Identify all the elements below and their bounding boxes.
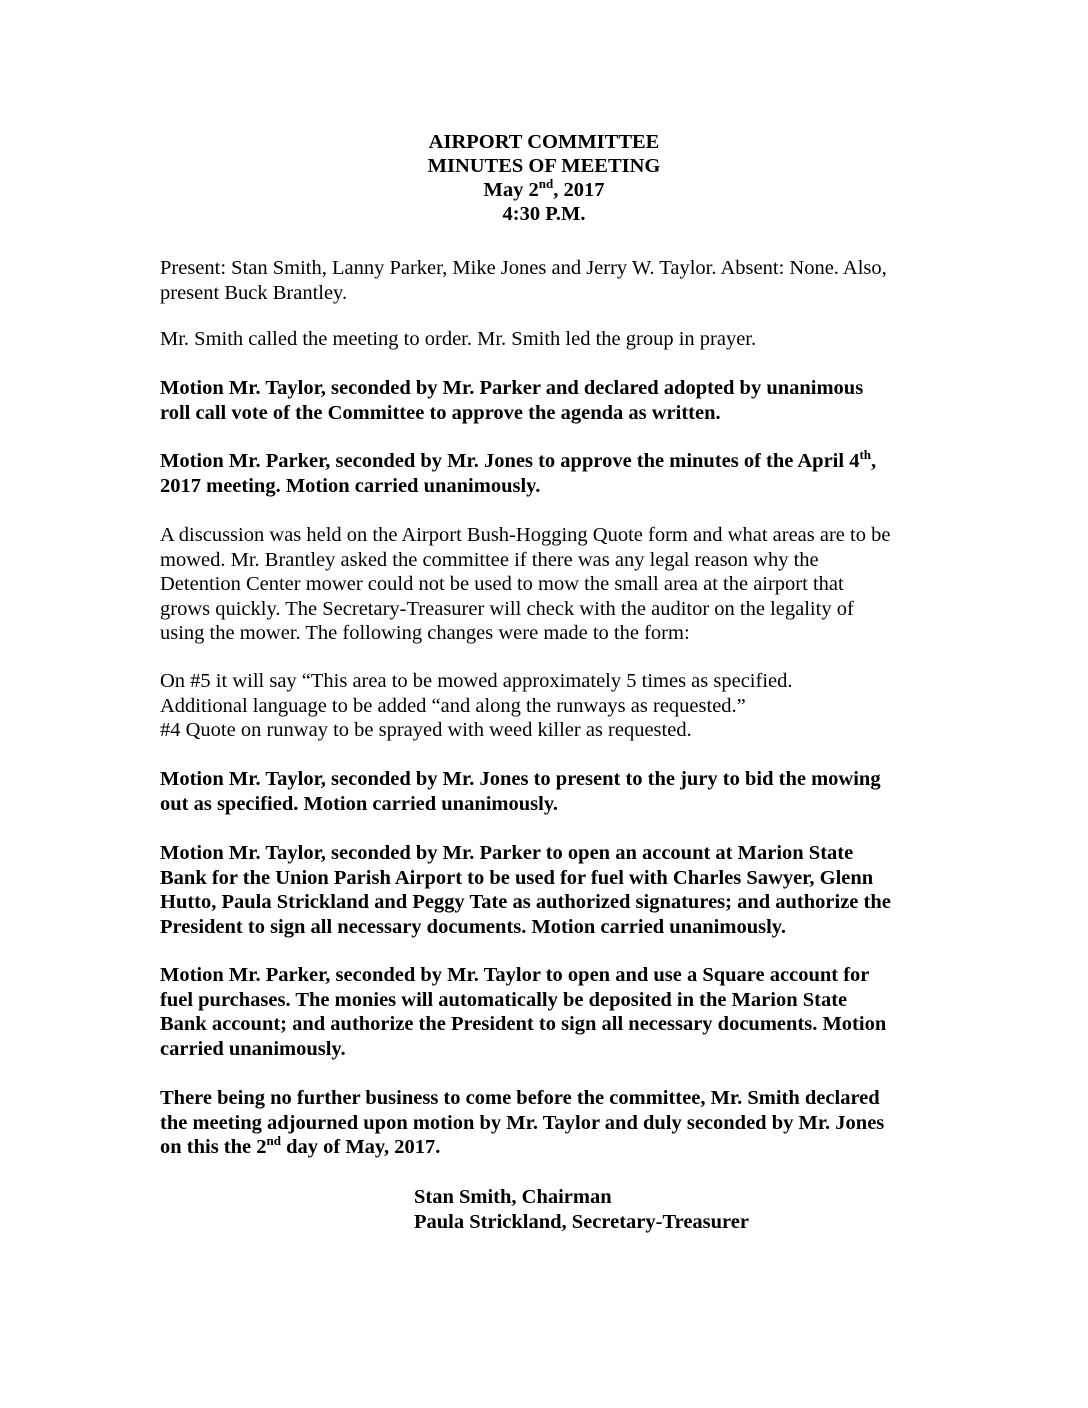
form-change-line: On #5 it will say “This area to be mowed approximately 5 times as specified.	[160, 670, 793, 692]
motion-bid-line: Motion Mr. Taylor, seconded by Mr. Jones to present to the jury to bid the mowing	[160, 768, 881, 790]
motion-minutes-line	[160, 449, 940, 474]
motion-square-line: Motion Mr. Parker, seconded by Mr. Taylor to open and use a Square account for	[160, 964, 870, 986]
motion-account-line: President to sign all necessary documents. Motion carried unanimously.	[160, 915, 787, 938]
meeting-date	[0, 178, 1088, 202]
motion-account-line: Hutto, Paula Strickland and Peggy Tate as authorized signatures; and authorize the	[160, 891, 891, 913]
adjournment-paragraph	[160, 1086, 940, 1160]
secretary-signature: Paula Strickland, Secretary-Treasurer	[414, 1210, 749, 1233]
adjournment-ordinal: nd	[266, 1133, 281, 1149]
motion-agenda-line: Motion Mr. Taylor, seconded by Mr. Parker and declared adopted by unanimous	[160, 377, 864, 399]
motion-minutes-text: Motion Mr. Parker, seconded by Mr. Jones to approve the minutes of the April 4	[160, 450, 860, 472]
motion-square-line: carried unanimously.	[160, 1037, 346, 1060]
discussion-line: grows quickly. The Secretary-Treasurer will check with the auditor on the legality of	[160, 597, 854, 620]
adjournment-line: There being no further business to come before the committee, Mr. Smith declared	[160, 1087, 880, 1109]
adjournment-line	[160, 1135, 940, 1160]
motion-minutes-line: 2017 meeting. Motion carried unanimously.	[160, 474, 541, 497]
adjournment-line: the meeting adjourned upon motion by Mr. Taylor and duly seconded by Mr. Jones	[160, 1111, 885, 1134]
motion-square-paragraph	[160, 963, 940, 1061]
attendance-paragraph	[160, 256, 940, 305]
motion-account-line: Bank for the Union Parish Airport to be used for fuel with Charles Sawyer, Glenn	[160, 866, 874, 889]
motion-square-line: Bank account; and authorize the President to sign all necessary documents. Motion	[160, 1013, 887, 1035]
document-header	[0, 130, 1088, 226]
meeting-time: 4:30 P.M.	[502, 203, 586, 225]
discussion-line: mowed. Mr. Brantley asked the committee if there was any legal reason why the	[160, 548, 819, 571]
motion-account-line: Motion Mr. Taylor, seconded by Mr. Parker to open an account at Marion State	[160, 842, 854, 864]
discussion-line: using the mower. The following changes were made to the form:	[160, 622, 690, 644]
form-change-line: Additional language to be added “and along the runways as requested.”	[160, 694, 746, 717]
discussion-line: A discussion was held on the Airport Bush-Hogging Quote form and what areas are to be	[160, 524, 891, 546]
committee-title: AIRPORT COMMITTEE	[428, 131, 660, 153]
attendance-line: Present: Stan Smith, Lanny Parker, Mike Jones and Jerry W. Taylor. Absent: None. Also,	[160, 257, 887, 279]
motion-square-line: fuel purchases. The monies will automatically be deposited in the Marion State	[160, 988, 848, 1011]
motion-agenda-line: roll call vote of the Committee to approve the agenda as written.	[160, 401, 721, 424]
motion-minutes-paragraph	[160, 449, 940, 498]
motion-bid-paragraph	[160, 767, 940, 816]
adjournment-text: on this the 2	[160, 1136, 267, 1158]
motion-bid-line: out as specified. Motion carried unanimously.	[160, 792, 559, 815]
meeting-date-text: May 2	[483, 179, 539, 201]
call-to-order-paragraph	[160, 327, 940, 352]
form-change-line: #4 Quote on runway to be sprayed with weed killer as requested.	[160, 719, 692, 741]
motion-minutes-comma: ,	[871, 450, 877, 472]
meeting-date-year: , 2017	[553, 179, 605, 201]
motion-agenda-paragraph	[160, 376, 940, 425]
attendance-line: present Buck Brantley.	[160, 281, 348, 304]
adjournment-date: day of May, 2017.	[280, 1136, 441, 1158]
discussion-line: Detention Center mower could not be used to mow the small area at the airport that	[160, 573, 844, 595]
minutes-title: MINUTES OF MEETING	[427, 155, 661, 177]
discussion-paragraph	[160, 523, 940, 646]
chairman-signature: Stan Smith, Chairman	[414, 1186, 612, 1208]
motion-minutes-ordinal: th	[859, 447, 872, 463]
motion-account-paragraph	[160, 841, 940, 939]
form-changes-paragraph	[160, 669, 940, 743]
signature-block	[414, 1185, 749, 1234]
meeting-date-ordinal: nd	[538, 176, 554, 192]
call-to-order-line: Mr. Smith called the meeting to order. Mr. Smith led the group in prayer.	[160, 328, 757, 350]
